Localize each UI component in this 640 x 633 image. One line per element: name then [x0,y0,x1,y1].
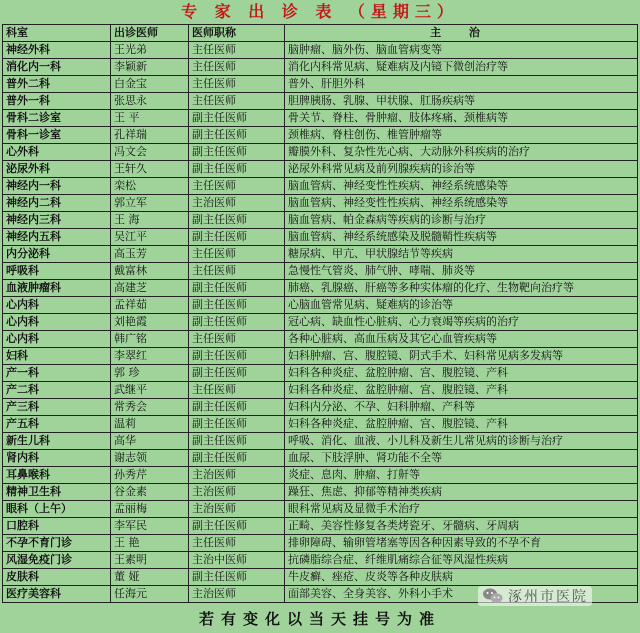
specialty-cell: 糖尿病、甲亢、甲状腺结节等疾病 [285,246,638,263]
table-row [3,229,638,246]
title-cell: 主任医师 [189,42,285,59]
table-row [3,365,638,382]
table-row [3,450,638,467]
specialty-cell: 眼科常见病及显微手术治疗 [285,501,638,518]
specialty-cell: 泌尿外科常见病及前列腺疾病的诊治等 [285,161,638,178]
title-cell: 主任医师 [189,263,285,280]
schedule-table [2,24,638,603]
department-cell: 口腔科 [3,518,111,535]
department-cell: 精神卫生科 [3,484,111,501]
department-cell: 耳鼻喉科 [3,467,111,484]
department-cell: 风湿免疫门诊 [3,552,111,569]
title-cell: 主任医师 [189,59,285,76]
department-cell: 骨科二诊室 [3,110,111,127]
specialty-cell: 冠心病、缺血性心脏病、心力衰竭等疾病的治疗 [285,314,638,331]
doctor-cell: 高华 [111,433,189,450]
doctor-cell: 谢志领 [111,450,189,467]
doctor-cell: 戴富林 [111,263,189,280]
doctor-cell: 郭 珍 [111,365,189,382]
doctor-cell: 孙秀芹 [111,467,189,484]
specialty-cell: 脑血管病、神经变性性疾病、神经系统感染等 [285,178,638,195]
table-row [3,280,638,297]
department-cell: 神经内二科 [3,195,111,212]
title-cell: 副主任医师 [189,365,285,382]
department-cell: 妇科 [3,348,111,365]
table-row [3,467,638,484]
doctor-cell: 董 娅 [111,569,189,586]
department-cell: 心内科 [3,314,111,331]
doctor-cell: 高建芝 [111,280,189,297]
table-row [3,518,638,535]
table-header-row [3,25,638,42]
specialty-cell: 脑血管病、神经变性性疾病、神经系统感染等 [285,195,638,212]
doctor-cell: 王轩久 [111,161,189,178]
specialty-cell: 颈椎病、脊柱创伤、椎管肿瘤等 [285,127,638,144]
specialty-cell: 胆脾胰肠、乳腺、甲状腺、肛肠疾病等 [285,93,638,110]
title-cell: 主任医师 [189,93,285,110]
specialty-cell: 心脑血管常见病、疑难病的诊治等 [285,297,638,314]
specialty-cell: 普外、肝胆外科 [285,76,638,93]
title-cell: 副主任医师 [189,127,285,144]
watermark-text: 涿州市医院 [508,589,588,605]
specialty-cell: 面部美容、全身美容、外科小手术 [285,586,638,603]
specialty-cell: 牛皮癣、痤疮、皮炎等各种皮肤病 [285,569,638,586]
specialty-cell: 抗磷脂综合症、纤维肌痛综合征等风湿性疾病 [285,552,638,569]
department-cell: 产三科 [3,399,111,416]
doctor-cell: 任海元 [111,586,189,603]
specialty-cell: 脑肿瘤、脑外伤、脑血管病变等 [285,42,638,59]
title-cell: 副主任医师 [189,110,285,127]
department-cell: 普外一科 [3,93,111,110]
department-cell: 神经内一科 [3,178,111,195]
table-row [3,535,638,552]
specialty-cell: 瓣膜外科、复杂性先心病、大动脉外科疾病的治疗 [285,144,638,161]
header-doctor: 出诊医师 [111,25,189,42]
table-row [3,484,638,501]
table-row [3,552,638,569]
header-title: 医师职称 [189,25,285,42]
department-cell: 不孕不育门诊 [3,535,111,552]
title-cell: 主治医师 [189,467,285,484]
table-row [3,76,638,93]
specialty-cell: 肺癌、乳腺癌、肝癌等多种实体瘤的化疗、生物靶向治疗等 [285,280,638,297]
table-row [3,178,638,195]
title-cell: 主任医师 [189,535,285,552]
table-row [3,59,638,76]
department-cell: 新生儿科 [3,433,111,450]
table-row [3,399,638,416]
table-row [3,501,638,518]
title-cell: 主治医师 [189,586,285,603]
title-cell: 副主任医师 [189,518,285,535]
table-row [3,42,638,59]
wechat-watermark [478,586,592,606]
doctor-cell: 孔祥瑞 [111,127,189,144]
specialty-cell: 呼吸、消化、血液、小儿科及新生儿常见病的诊断与治疗 [285,433,638,450]
department-cell: 神经外科 [3,42,111,59]
department-cell: 肾内科 [3,450,111,467]
header-department: 科室 [3,25,111,42]
specialty-cell: 躁狂、焦虑、抑郁等精神类疾病 [285,484,638,501]
title-cell: 主治医师 [189,484,285,501]
department-cell: 眼科（上午） [3,501,111,518]
doctor-cell: 温莉 [111,416,189,433]
doctor-cell: 王 艳 [111,535,189,552]
title-cell: 副主任医师 [189,144,285,161]
specialty-cell: 妇科各种炎症、盆腔肿瘤、宫、腹腔镜、产科 [285,416,638,433]
department-cell: 心内科 [3,331,111,348]
table-row [3,297,638,314]
table-row [3,314,638,331]
specialty-cell: 脑血管病、神经系统感染及脱髓鞘性疾病等 [285,229,638,246]
department-cell: 心内科 [3,297,111,314]
department-cell: 医疗美容科 [3,586,111,603]
department-cell: 产一科 [3,365,111,382]
table-row [3,110,638,127]
table-row [3,93,638,110]
table-row [3,161,638,178]
title-cell: 主任医师 [189,246,285,263]
doctor-cell: 刘艳霞 [111,314,189,331]
title-cell: 副主任医师 [189,569,285,586]
doctor-cell: 常秀会 [111,399,189,416]
doctor-cell: 孟丽梅 [111,501,189,518]
title-cell: 副主任医师 [189,314,285,331]
doctor-cell: 武继平 [111,382,189,399]
department-cell: 内分泌科 [3,246,111,263]
department-cell: 骨科一诊室 [3,127,111,144]
doctor-cell: 李颖新 [111,59,189,76]
department-cell: 皮肤科 [3,569,111,586]
title-cell: 主任医师 [189,178,285,195]
title-cell: 副主任医师 [189,416,285,433]
title-cell: 主治医师 [189,501,285,518]
specialty-cell: 排卵障碍、输卵管堵塞等因各种因素导致的不孕不育 [285,535,638,552]
table-row [3,569,638,586]
doctor-cell: 栾松 [111,178,189,195]
specialty-cell: 脑血管病、帕金森病等疾病的诊断与治疗 [285,212,638,229]
doctor-cell: 王 海 [111,212,189,229]
table-row [3,144,638,161]
title-cell: 主任医师 [189,382,285,399]
table-row [3,212,638,229]
doctor-cell: 高玉芳 [111,246,189,263]
wechat-icon [482,587,504,605]
title-cell: 副主任医师 [189,450,285,467]
specialty-cell: 妇科肿瘤、宫、腹腔镜、阴式手术、妇科常见病多发病等 [285,348,638,365]
specialty-cell: 妇科各种炎症、盆腔肿瘤、宫、腹腔镜、产科 [285,382,638,399]
department-cell: 神经内三科 [3,212,111,229]
specialty-cell: 妇科各种炎症、盆腔肿瘤、宫、腹腔镜、产科 [285,365,638,382]
title-cell: 副主任医师 [189,212,285,229]
table-row [3,195,638,212]
specialty-cell: 正畸、美容性修复各类烤瓷牙、牙髓病、牙周病 [285,518,638,535]
doctor-cell: 谷金素 [111,484,189,501]
title-cell: 副主任医师 [189,229,285,246]
title-cell: 副主任医师 [189,297,285,314]
department-cell: 产五科 [3,416,111,433]
specialty-cell: 妇科内分泌、不孕、妇科肿瘤、产科等 [285,399,638,416]
doctor-cell: 王 平 [111,110,189,127]
department-cell: 产二科 [3,382,111,399]
title-cell: 副主任医师 [189,161,285,178]
table-row [3,382,638,399]
doctor-cell: 李翠红 [111,348,189,365]
title-cell: 副主任医师 [189,348,285,365]
doctor-cell: 李军民 [111,518,189,535]
department-cell: 消化内一科 [3,59,111,76]
doctor-cell: 张思永 [111,93,189,110]
page-title: 专 家 出 诊 表 （星期三） [181,2,459,21]
table-row [3,348,638,365]
doctor-cell: 冯文会 [111,144,189,161]
specialty-cell: 骨关节、脊柱、骨肿瘤、肢体疼痛、颈椎病等 [285,110,638,127]
doctor-cell: 吴江平 [111,229,189,246]
department-cell: 泌尿外科 [3,161,111,178]
table-row [3,416,638,433]
title-cell: 副主任医师 [189,280,285,297]
specialty-cell: 消化内科常见病、疑难病及内镜下微创治疗等 [285,59,638,76]
title-cell: 副主任医师 [189,433,285,450]
doctor-cell: 韩广铭 [111,331,189,348]
specialty-cell: 炎症、息肉、肿瘤、打鼾等 [285,467,638,484]
title-cell: 主任医师 [189,331,285,348]
table-row [3,246,638,263]
footer-note: 若有变化以当天挂号为准 [198,610,441,628]
doctor-cell: 白金宝 [111,76,189,93]
table-row [3,127,638,144]
specialty-cell: 急慢性气管炎、肺气肿、哮喘、肺炎等 [285,263,638,280]
table-row [3,263,638,280]
doctor-cell: 孟祥茹 [111,297,189,314]
department-cell: 心外科 [3,144,111,161]
title-cell: 主治中医师 [189,552,285,569]
table-row [3,331,638,348]
header-specialty: 主 治 [285,25,638,42]
doctor-cell: 王素明 [111,552,189,569]
title-cell: 主治医师 [189,195,285,212]
department-cell: 血液肿瘤科 [3,280,111,297]
specialty-cell: 血尿、下肢浮肿、肾功能不全等 [285,450,638,467]
table-row [3,433,638,450]
doctor-cell: 王光弟 [111,42,189,59]
department-cell: 普外二科 [3,76,111,93]
department-cell: 神经内五科 [3,229,111,246]
specialty-cell: 各种心脏病、高血压病及其它心血管疾病等 [285,331,638,348]
table-body [3,42,638,603]
department-cell: 呼吸科 [3,263,111,280]
title-cell: 副主任医师 [189,399,285,416]
title-cell: 主任医师 [189,76,285,93]
doctor-cell: 郭立军 [111,195,189,212]
